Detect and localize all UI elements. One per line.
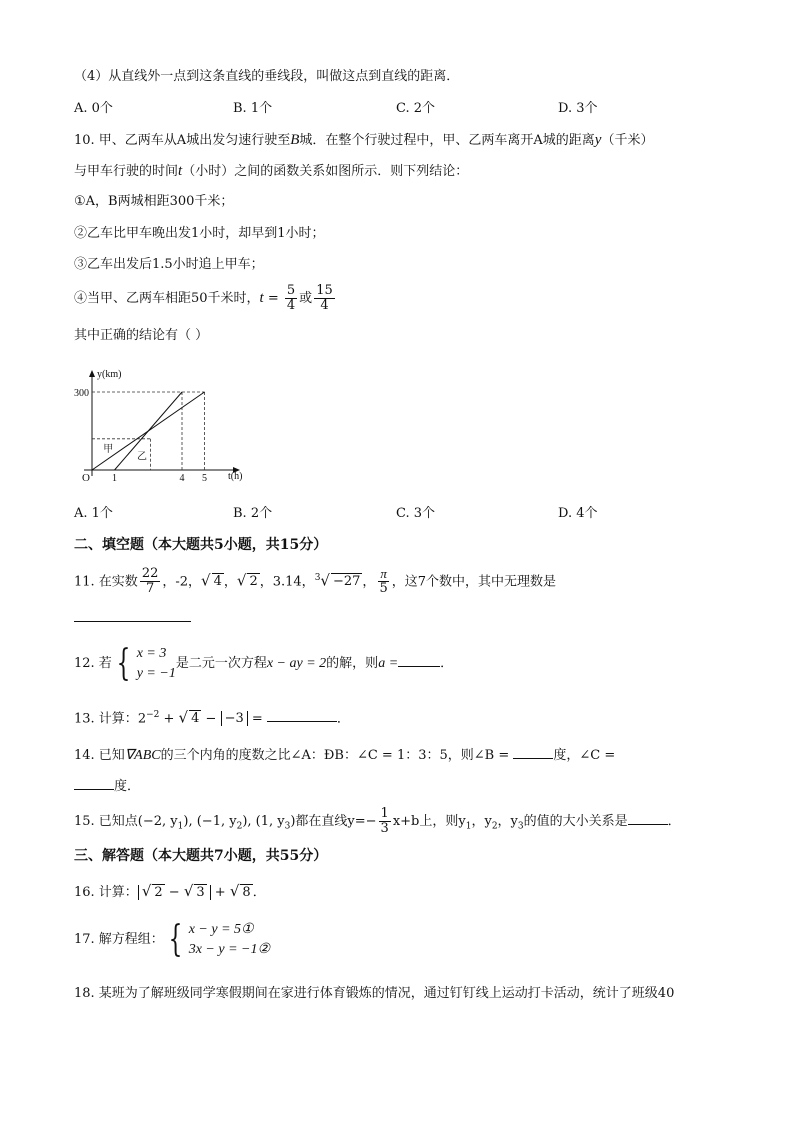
y-axis-arrow	[89, 370, 95, 377]
q13-answer-blank[interactable]	[267, 707, 337, 722]
y-axis-label: y(km)	[97, 369, 122, 380]
q10-conclusion-2: ②乙车比甲车晚出发1小时，却早到1小时；	[74, 226, 325, 241]
q10-option-d: D. 4个	[558, 506, 598, 521]
q10-conclusion-4: ④当甲、乙两车相距50千米时，t = $\frac{5}{4}$ 或 $\frac{15}{4}$	[74, 283, 333, 313]
y-tick-300: 300	[74, 388, 89, 399]
q14-angle-b-blank[interactable]	[513, 744, 553, 759]
series-line-yi	[115, 392, 183, 470]
q10-option-c: C. 3个	[396, 506, 436, 521]
q10-option-a: A. 1个	[74, 506, 113, 521]
section-3-heading: 三、解答题（本大题共7小题，共55分）	[74, 848, 328, 864]
q10-distance-time-graph	[70, 362, 250, 487]
q11-stem: 11. 在实数 $\frac{22}{7}$ ，-2，√ 4 ，√ 2 ，3.14，$^3$√ −27 ， $\frac{\pi}{5}$ ，这7个数中，其中无理数是	[74, 566, 556, 597]
q17-stem: 17. 解方程组： { x − y = 5① 3x − y = −1②	[74, 918, 271, 960]
q10-option-b: B. 2个	[233, 506, 273, 521]
origin-label: O	[82, 472, 90, 484]
x-tick-5: 5	[202, 473, 207, 484]
section-2-heading: 二、填空题（本大题共5小题，共15分）	[74, 537, 328, 553]
series-label-jia: 甲	[103, 443, 114, 455]
q10-stem-line1: 10. 甲、乙两车从A城出发匀速行驶至B城．在整个行驶过程中，甲、乙两车离开A城的距离y（千米）	[74, 132, 654, 148]
x-tick-1: 1	[112, 473, 117, 484]
q9-option-b: B. 1个	[233, 101, 273, 116]
q10-stem-line2: 与甲车行驶的时间t（小时）之间的函数关系如图所示．则下列结论：	[74, 163, 469, 179]
q9-option-d: D. 3个	[558, 101, 598, 116]
q10-question: 其中正确的结论有（ ）	[74, 328, 209, 343]
x-tick-4: 4	[179, 473, 185, 484]
q14-stem-line2: 度．	[74, 775, 140, 796]
q10-conclusion-1: ①A，B两城相距300千米；	[74, 194, 234, 209]
q12-answer-blank[interactable]	[398, 652, 440, 667]
series-label-yi: 乙	[137, 451, 147, 463]
q10-conclusion-3: ③乙车出发后1.5小时追上甲车；	[74, 257, 264, 272]
q18-stem: 18. 某班为了解班级同学寒假期间在家进行体育锻炼的情况，通过钉钉线上运动打卡活动，统计了班级40	[74, 986, 675, 1001]
q14-angle-c-blank[interactable]	[74, 775, 114, 790]
q16-stem: 16. 计算： √ 2 − √ 3 + √ 8 ．	[74, 882, 266, 900]
q14-stem-line1: 14. 已知∇ABC的三个内角的度数之比∠A：ÐB：∠C = 1：3：5，则∠B = 度，∠C =	[74, 744, 615, 765]
q9-option-a: A. 0个	[74, 101, 113, 116]
q12-stem: 12. 若 { x = 3 y = −1 是二元一次方程x − ay = 2的解，则a = ．	[74, 642, 454, 684]
q11-answer-blank[interactable]	[74, 621, 191, 622]
q13-stem: 13. 计算：$2^{-2}$ + √ 4 − −3 = ．	[74, 708, 350, 727]
q15-stem: 15. 已知点(−2, $y_1$), (−1, $y_2$), (1, $y_3$)都在直线y=− $\frac{1}{3}$ x+b上，则$y_1$，$y_2$，$y_3$的值的大小关系是 ．	[74, 806, 681, 836]
x-axis-label: t(h)	[228, 471, 243, 482]
q9-option-c: C. 2个	[396, 101, 436, 116]
q15-answer-blank[interactable]	[628, 810, 668, 825]
q9-statement-4: （4）从直线外一点到这条直线的垂线段，叫做这点到直线的距离．	[74, 69, 460, 84]
